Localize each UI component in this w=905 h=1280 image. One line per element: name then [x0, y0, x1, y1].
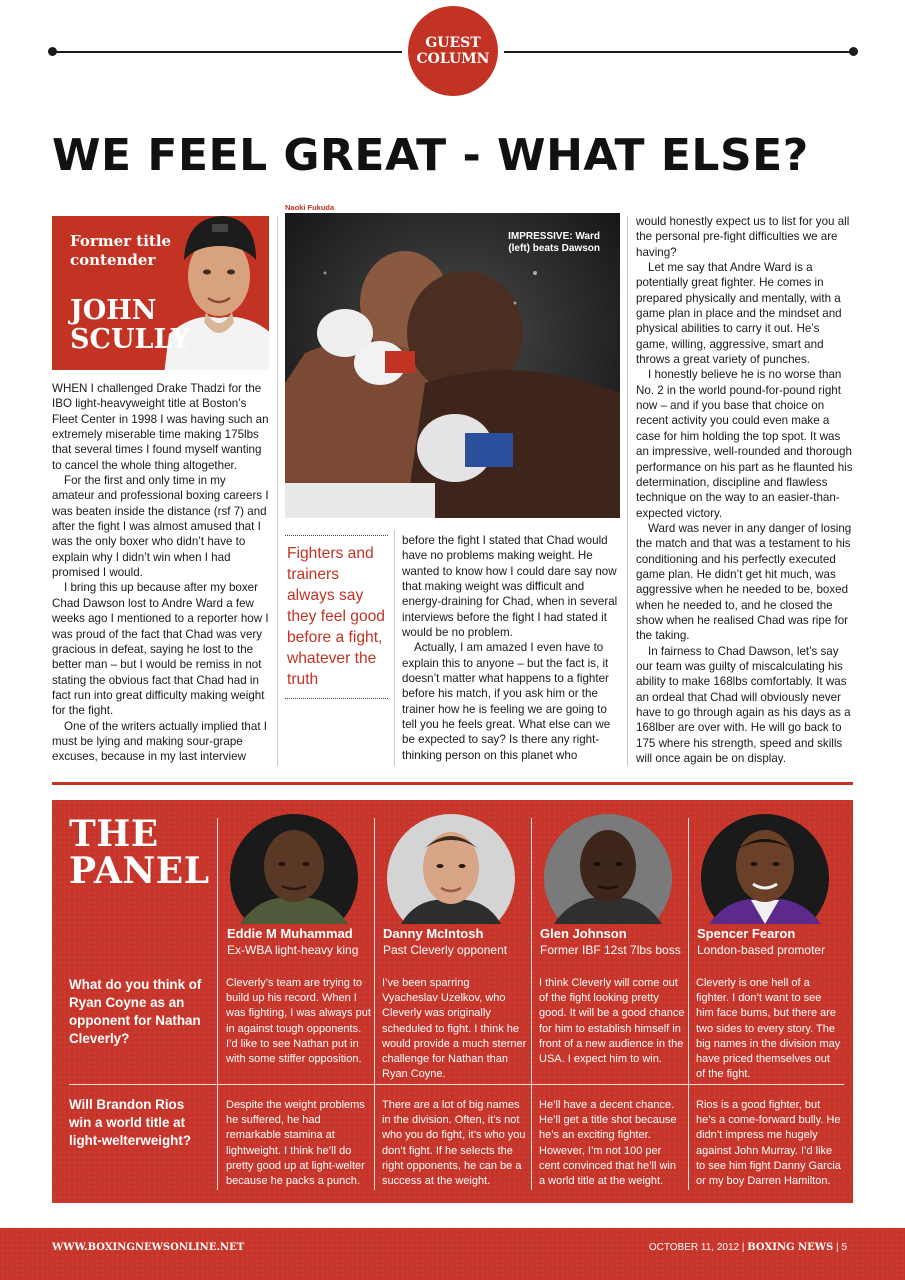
header-rule-right [504, 51, 853, 53]
footer-date: OCTOBER 11, 2012 [648, 1242, 740, 1253]
panel-title-line-2: PANEL [69, 850, 210, 892]
columnist-name [70, 296, 190, 354]
guest-column-badge [408, 6, 498, 96]
panelist-portrait [701, 814, 829, 924]
panelist-portrait [544, 814, 672, 924]
panel-column-divider [688, 818, 689, 1190]
panel-column-divider [374, 818, 375, 1190]
panel-answer: I think Cleverly will come out of the fight looking pretty good. It will be a good chance for him to establish himself in front of a new audience in the USA. I expect him to win. [539, 977, 685, 1066]
article-column-2 [402, 533, 620, 763]
footer-folio [649, 1242, 847, 1253]
pull-quote [285, 535, 388, 699]
col3-paragraph: would honestly expect us to list for you all the personal pre-fight difficulties we are having? [636, 215, 850, 259]
panel-answer: There are a lot of big names in the division. Often, it’s not who you do fight, it’s who you don’t fight. If he selects the right opponents, he can be a success at the weight. [382, 1099, 526, 1188]
page-number: 5 [841, 1242, 847, 1253]
fight-photo [285, 213, 620, 518]
col3-paragraph: Let me say that Andre Ward is a potentially great fighter. He comes in prepared physically and mentally, with a game plan in place and the mindset and physical abilities to carry it out. He’s game, willing, aggressive, smart and throws a great variety of punches. [636, 261, 842, 367]
photo-caption [490, 231, 600, 255]
panelist-portrait [387, 814, 515, 924]
panelist-role: Ex-WBA light-heavy king [227, 943, 359, 957]
article-column-1 [52, 381, 270, 765]
photo-caption-label: IMPRESSIVE: [508, 231, 573, 242]
photo-caption-text: Ward (left) beats Dawson [508, 231, 600, 254]
panel-title-line-1: THE [69, 813, 159, 855]
column-divider [627, 216, 628, 766]
col1-paragraph: I bring this up because after my boxer Chad Dawson lost to Andre Ward a few weeks ago I mentioned to a reporter how I was proud of the fact that Chad was very gracious in defeat, saying he lost to the better man – but I would be remiss in not stating the obvious fact that Chad had in fact run into great difficulty making weight for the fight. [52, 581, 269, 718]
panel-answer: He’ll have a decent chance. He’ll get a title shot because he’s an exciting fighter. However, I’m not 100 per cent convinced that he’ll win a world title at the weight. [539, 1099, 677, 1188]
col1-paragraph: For the first and only time in my amateur and professional boxing careers I was beaten inside the distance (rsf 7) and after the fight I was almost amused that I was the only boxer who didn’t have to explain why I didn’t win when I had promised I would. [52, 474, 269, 580]
rule-dot-right [849, 47, 858, 56]
badge-line-2: COLUMN [416, 51, 490, 67]
columnist-last-name: SCULLY [70, 324, 191, 355]
panelist-portrait [230, 814, 358, 924]
panel-row-divider [69, 1084, 844, 1085]
panel-answer: I’ve been sparring Vyacheslav Uzelkov, who Cleverly was originally scheduled to fight. I think he would provide a much sterner challenge for Nathan than Ryan Coyne. [382, 977, 527, 1081]
columnist-role: Former title contender [70, 232, 172, 269]
column-divider [394, 530, 395, 766]
panel-question: What do you think of Ryan Coyne as an opponent for Nathan Cleverly? [69, 977, 202, 1046]
columnist-first-name: JOHN [70, 295, 157, 326]
col2-paragraph: before the fight I stated that Chad would have no problems making weight. He wanted to know how I could dare say now that making weight was difficult and energy-draining for Chad, when in several interviews before the fight I had stated it would be no problem. [402, 534, 618, 640]
col1-paragraph: WHEN I challenged Drake Thadzi for the IBO light-heavyweight title at Boston’s Fleet Center in 1998 I was having such an extremely miserable time making 175lbs that several times I found myself wanting to cancel the whole thing altogether. [52, 382, 269, 472]
panelist-role: London-based promoter [697, 943, 826, 957]
panel-answer: Despite the weight problems he suffered, he had remarkable stamina at lightweight. I think he’ll do pretty good up at light-welter because he packs a punch. [226, 1099, 365, 1188]
panelist-name: Glen Johnson [540, 926, 627, 941]
section-divider [52, 782, 853, 785]
the-panel [52, 800, 853, 1203]
col1-paragraph: One of the writers actually implied that I must be lying and making sour-grape excuses, because in my last interview [52, 719, 267, 764]
photo-credit: Naoki Fukuda [285, 203, 335, 212]
panelist-name: Eddie M Muhammad [227, 926, 353, 941]
panel-answer: Cleverly’s team are trying to build up his record. When I was fighting, I was always put in against tough opponents. I’d like to see Nathan put in with some stiffer opposition. [226, 977, 371, 1066]
panel-title [69, 813, 210, 892]
panelist-name: Danny McIntosh [383, 926, 484, 941]
col3-paragraph: I honestly believe he is no worse than No. 2 in the world pound-for-pound right now – and if you base that choice on recent activity you could even make a case for him holding the top spot. It was an impressive, well-rounded and thorough performance on his part as he flaunted his determination, discipline and flawless technique on the way to an easier-than-expected victory. [636, 368, 853, 520]
badge-line-1: GUEST [425, 35, 481, 51]
footer-website-link[interactable]: WWW.BOXINGNEWSONLINE.NET [52, 1242, 245, 1253]
column-divider [277, 216, 278, 766]
pull-quote-text: Fighters and trainers always say they feel good before a fight, whatever the truth [287, 545, 385, 688]
pull-quote-rule-bottom [285, 698, 388, 699]
panelist-role: Former IBF 12st 7lbs boss [540, 943, 681, 957]
headline: WE FEEL GREAT - WHAT ELSE? [52, 130, 809, 181]
article-column-3 [636, 214, 854, 766]
footer-publication: BOXING NEWS [747, 1242, 834, 1253]
footer-separator: | [741, 1242, 748, 1253]
col2-paragraph: Actually, I am amazed I even have to explain this to anyone – but the fact is, it doesn’t matter what happens to a fighter before his match, if you ask him or the trainer how he is feeling we are going to tell you he feels great. What else can we be expected to say? Is there any right-thinking person on this planet who [402, 641, 611, 762]
panel-column-divider [217, 818, 218, 1190]
page-footer [0, 1228, 905, 1280]
panelist-role: Past Cleverly opponent [383, 943, 508, 957]
col3-paragraph: In fairness to Chad Dawson, let’s say our team was guilty of miscalculating his ability to make 168lbs comfortably. It was an ordeal that Chad will obviously never have to go through again as his days as a 168lber are over with. He will go back to 175 where his strength, speed and skills will once again be on display. [636, 644, 851, 766]
col3-paragraph: Ward was never in any danger of losing the match and that was a testament to his conditioning and his perfectly executed game plan. He didn’t get hit much, was aggressive when he needed to be, boxed when he needed to, and he closed the show when he realised Chad was ripe for the taking. [636, 521, 852, 643]
footer-separator: | [836, 1242, 842, 1253]
panel-question: Will Brandon Rios win a world title at light-welterweight? [69, 1097, 191, 1148]
panelist-name: Spencer Fearon [697, 926, 796, 941]
panel-answer: Rios is a good fighter, but he’s a come-forward bully. He didn’t impress me hugely against John Murray. I’d like to see him fight Danny Garcia or my boy Darren Hamilton. [696, 1099, 841, 1188]
header-rule-left [52, 51, 402, 53]
columnist-box [52, 216, 269, 370]
panel-column-divider [531, 818, 532, 1190]
panel-answer: Cleverly is one hell of a fighter. I don’t want to see him face bums, but there are two sides to every story. The big names in the division may have priced themselves out of the fight. [696, 977, 841, 1081]
fight-photo-image [285, 213, 620, 518]
